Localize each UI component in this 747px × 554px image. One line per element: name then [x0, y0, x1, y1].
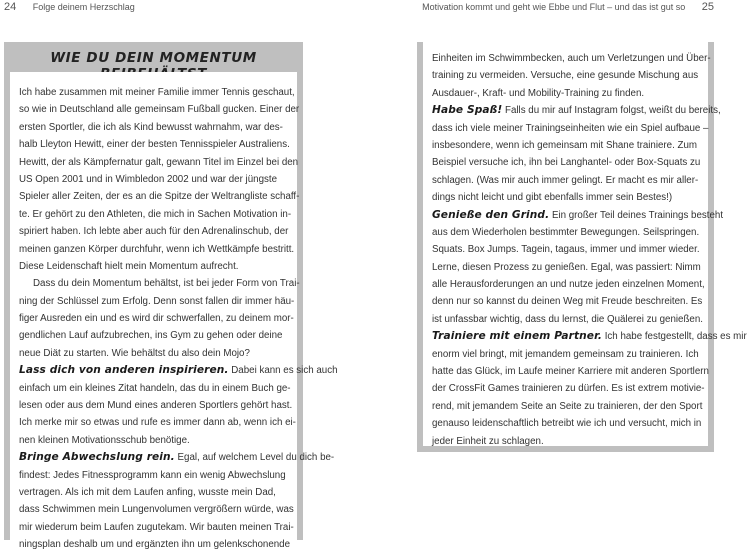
left-line-text: Ich habe zusammen mit meiner Familie immer Tennis geschaut,	[19, 87, 295, 98]
right-paragraph-lead: Trainiere mit einem Partner.	[432, 330, 603, 343]
left-line-text: Spieler aller Zeiten, der es an die Spitze der Weltrangliste schaff-	[19, 191, 300, 203]
left-text-line	[19, 171, 289, 188]
right-text-line	[432, 328, 747, 345]
right-line-text: Ein großer Teil deines Trainings besteht	[549, 209, 724, 221]
left-text-line	[19, 327, 289, 344]
left-line-text: Ich merke mir so etwas und rufe es immer dann ab, wenn ich ei-	[19, 417, 296, 429]
right-line-text: Beispiel versuche ich, ihn bei Langhantel- oder Box-Squats zu	[432, 157, 701, 169]
box-title: WIE DU DEIN MOMENTUM	[50, 50, 257, 66]
right-line-text: training zu vermeiden. Versuche, eine gesunde Mischung aus	[432, 70, 699, 82]
right-running-head	[422, 1, 714, 15]
left-line-text: meinen ganzen Körper durchfuhr, wenn ich Wettkämpfe bestritt.	[19, 243, 295, 255]
right-line-text: schlagen. (Was mir auch immer gelingt. Er macht es mir aller-	[432, 174, 699, 186]
left-text-line	[19, 432, 289, 449]
left-line-text: neue Diät zu starten. Wie behältst du also dein Mojo?	[19, 347, 250, 359]
left-text-line	[19, 258, 289, 275]
right-text-line	[432, 137, 700, 154]
right-text-line	[432, 259, 700, 276]
right-text-line	[432, 154, 700, 171]
right-text-line	[432, 120, 709, 137]
left-running-head	[4, 1, 135, 15]
right-paragraph-lead: Habe Spaß!	[432, 104, 503, 117]
left-line-text: ersten Sportler, die ich als Kind bewusst wahrnahm, war des-	[19, 121, 283, 133]
right-text-line	[432, 363, 709, 380]
left-text-line	[19, 310, 294, 327]
left-line-text: findest: Jedes Fitnessprogramm kann ein wenig Abwechslung	[19, 469, 286, 481]
right-line-text: hatte das Glück, im Laufe meiner Karriere mit anderen Sportlern	[432, 366, 709, 378]
left-text-line	[19, 536, 289, 553]
right-line-text: ist unfassbar wichtig, dass du lernst, die Quälerei zu genießen.	[432, 313, 703, 325]
left-text-line	[19, 501, 294, 518]
left-text-line	[19, 241, 295, 258]
right-line-text: insbesondere, wenn ich gemeinsam mit Shane trainiere. Zum	[432, 139, 698, 151]
left-text-line	[19, 449, 335, 466]
right-line-text: der CrossFit Games trainieren zu dürfen. Es ist extrem motivie-	[432, 383, 705, 395]
left-text-line	[19, 206, 292, 223]
right-line-text: dass ich viele meiner Trainingseinheiten wie ein Spiel aufbaue –	[432, 122, 709, 134]
left-page-number: 24	[4, 1, 17, 13]
left-line-text: Hewitt, der als Kämpfernatur galt, gewann Titel im Einzel bei den	[19, 156, 299, 168]
right-line-text: Falls du mir auf Instagram folgst, weißt du bereits,	[502, 105, 721, 117]
right-text-line	[432, 293, 703, 310]
left-line-text: gendlichen Lauf aufzubrechen, ins Gym zu gehen oder deine	[19, 330, 283, 342]
left-line-text: Diese Leidenschaft hielt mein Momentum aufrecht.	[19, 260, 239, 272]
left-text-line	[19, 136, 289, 153]
right-text-line	[432, 85, 700, 102]
right-line-text: genauso leidenschaftlich betreibt wie ich und versucht, mich in	[432, 418, 702, 430]
left-line-text: so wie in Deutschland alle gemeinsam Fußball gucken. Einer der	[19, 104, 300, 116]
right-text-line	[432, 207, 724, 224]
right-line-text: dings nicht leicht und gibt ebenfalls immer sein Bestes!)	[432, 192, 673, 204]
right-text-line	[432, 398, 703, 415]
left-text-column	[19, 84, 338, 554]
left-text-line	[19, 484, 289, 501]
left-text-line	[19, 397, 293, 414]
right-line-text: Einheiten im Schwimmbecken, auch um Verletzungen und Über-	[432, 53, 711, 64]
left-text-line	[19, 275, 300, 292]
left-line-text: lesen oder aus dem Mund eines anderen Sportlers gehört hast.	[19, 400, 293, 412]
right-line-text: Ausdauer-, Kraft- und Mobility-Training zu finden.	[432, 87, 645, 99]
left-chapter-title: Folge deinem Herzschlag	[32, 2, 135, 12]
left-line-text: vertragen. Als ich mit dem Laufen anfing, wusste mein Dad,	[19, 486, 276, 498]
right-paragraph-lead: Genieße den Grind.	[432, 208, 550, 221]
left-paragraph-lead: Lass dich von anderen inspirieren.	[19, 364, 229, 377]
left-text-line	[19, 188, 300, 205]
left-line-text: halb Lleyton Hewitt, einer der besten Tennisspieler Australiens.	[19, 139, 290, 151]
right-line-text: enorm viel bringt, mit jemandem gemeinsam zu trainieren. Ich	[432, 348, 699, 360]
right-text-line	[432, 50, 711, 67]
left-text-line	[19, 414, 296, 431]
left-line-text: US Open 2001 und in Wimbledon 2002 und war der jüngste	[19, 173, 277, 185]
right-line-text: rend, mit jemandem Seite an Seite zu trainieren, der den Sport	[432, 400, 703, 412]
left-line-text: dass Schwimmen mein Lungenvolumen vergrößern würde, was	[19, 504, 294, 516]
left-text-line	[19, 154, 299, 171]
right-line-text: denn nur so kannst du deinen Weg mit Freude beschreiten. Es	[432, 296, 703, 308]
left-text-line	[19, 84, 295, 101]
right-page-number: 25	[701, 1, 714, 13]
right-line-text: jeder Einheit zu schlagen.	[432, 435, 544, 447]
right-text-line	[432, 433, 700, 450]
left-text-line	[19, 380, 289, 397]
left-line-text: ning der Schlüssel zum Erfolg. Denn sonst fallen dir immer häu-	[19, 295, 295, 307]
left-line-text: mir wiederum beim Laufen zugutekam. Wir bauten meinen Trai-	[19, 521, 294, 533]
left-text-line	[19, 119, 289, 136]
right-text-line	[432, 346, 700, 363]
left-line-text: Dass du dein Momentum behältst, ist bei jeder Form von Trai-	[33, 278, 300, 290]
right-text-line	[432, 311, 703, 328]
right-text-column	[432, 50, 747, 450]
right-text-line	[432, 67, 700, 84]
left-line-text: Egal, auf welchem Level du dich be-	[174, 452, 335, 464]
left-text-line	[19, 467, 289, 484]
left-line-text: Dabei kann es sich auch	[228, 365, 338, 377]
right-text-line	[432, 241, 700, 258]
left-line-text: nen kleinen Motivationsschub benötige.	[19, 434, 190, 446]
right-line-text: alle Herausforderungen an und nutze jeden einzelnen Moment,	[432, 279, 705, 291]
right-text-line	[432, 276, 705, 293]
left-line-text: figer Ausreden ein und es wird dir schwerfallen, zu deinem mor-	[19, 313, 294, 325]
right-text-line	[432, 224, 700, 241]
right-text-line	[432, 380, 705, 397]
right-line-text: Lerne, diesen Prozess zu genießen. Egal, was passiert: Nimm	[432, 261, 701, 273]
right-line-text: aus dem Wiederholen bestimmter Bewegungen. Seilspringen.	[432, 226, 700, 238]
left-text-line	[19, 223, 289, 240]
left-line-text: te. Er gehört zu den Athleten, die mich in Sachen Motivation in-	[19, 208, 292, 220]
right-text-line	[432, 189, 700, 206]
left-paragraph-lead: Bringe Abwechslung rein.	[19, 451, 175, 464]
right-text-line	[432, 102, 721, 119]
left-text-line	[19, 101, 300, 118]
right-line-text: Squats. Box Jumps. Tagein, tagaus, immer und immer wieder.	[432, 244, 700, 256]
left-line-text: einfach um ein kleines Zitat handeln, das du in einem Buch ge-	[19, 382, 291, 394]
right-chapter-title: Motivation kommt und geht wie Ebbe und Flut – und das ist gut so	[422, 2, 686, 12]
left-line-text: ningsplan deshalb um und ergänzten ihn um gelenkschonende	[19, 539, 291, 551]
left-text-line	[19, 362, 338, 379]
right-text-line	[432, 415, 700, 432]
left-text-line	[19, 519, 294, 536]
right-text-line	[432, 172, 700, 189]
left-line-text: spiriert haben. Ich lebte aber auch für den Adrenalinschub, der	[19, 226, 289, 238]
left-text-line	[19, 293, 295, 310]
left-text-line	[19, 345, 289, 362]
right-line-text: Ich habe festgestellt, dass es mir	[602, 331, 747, 343]
